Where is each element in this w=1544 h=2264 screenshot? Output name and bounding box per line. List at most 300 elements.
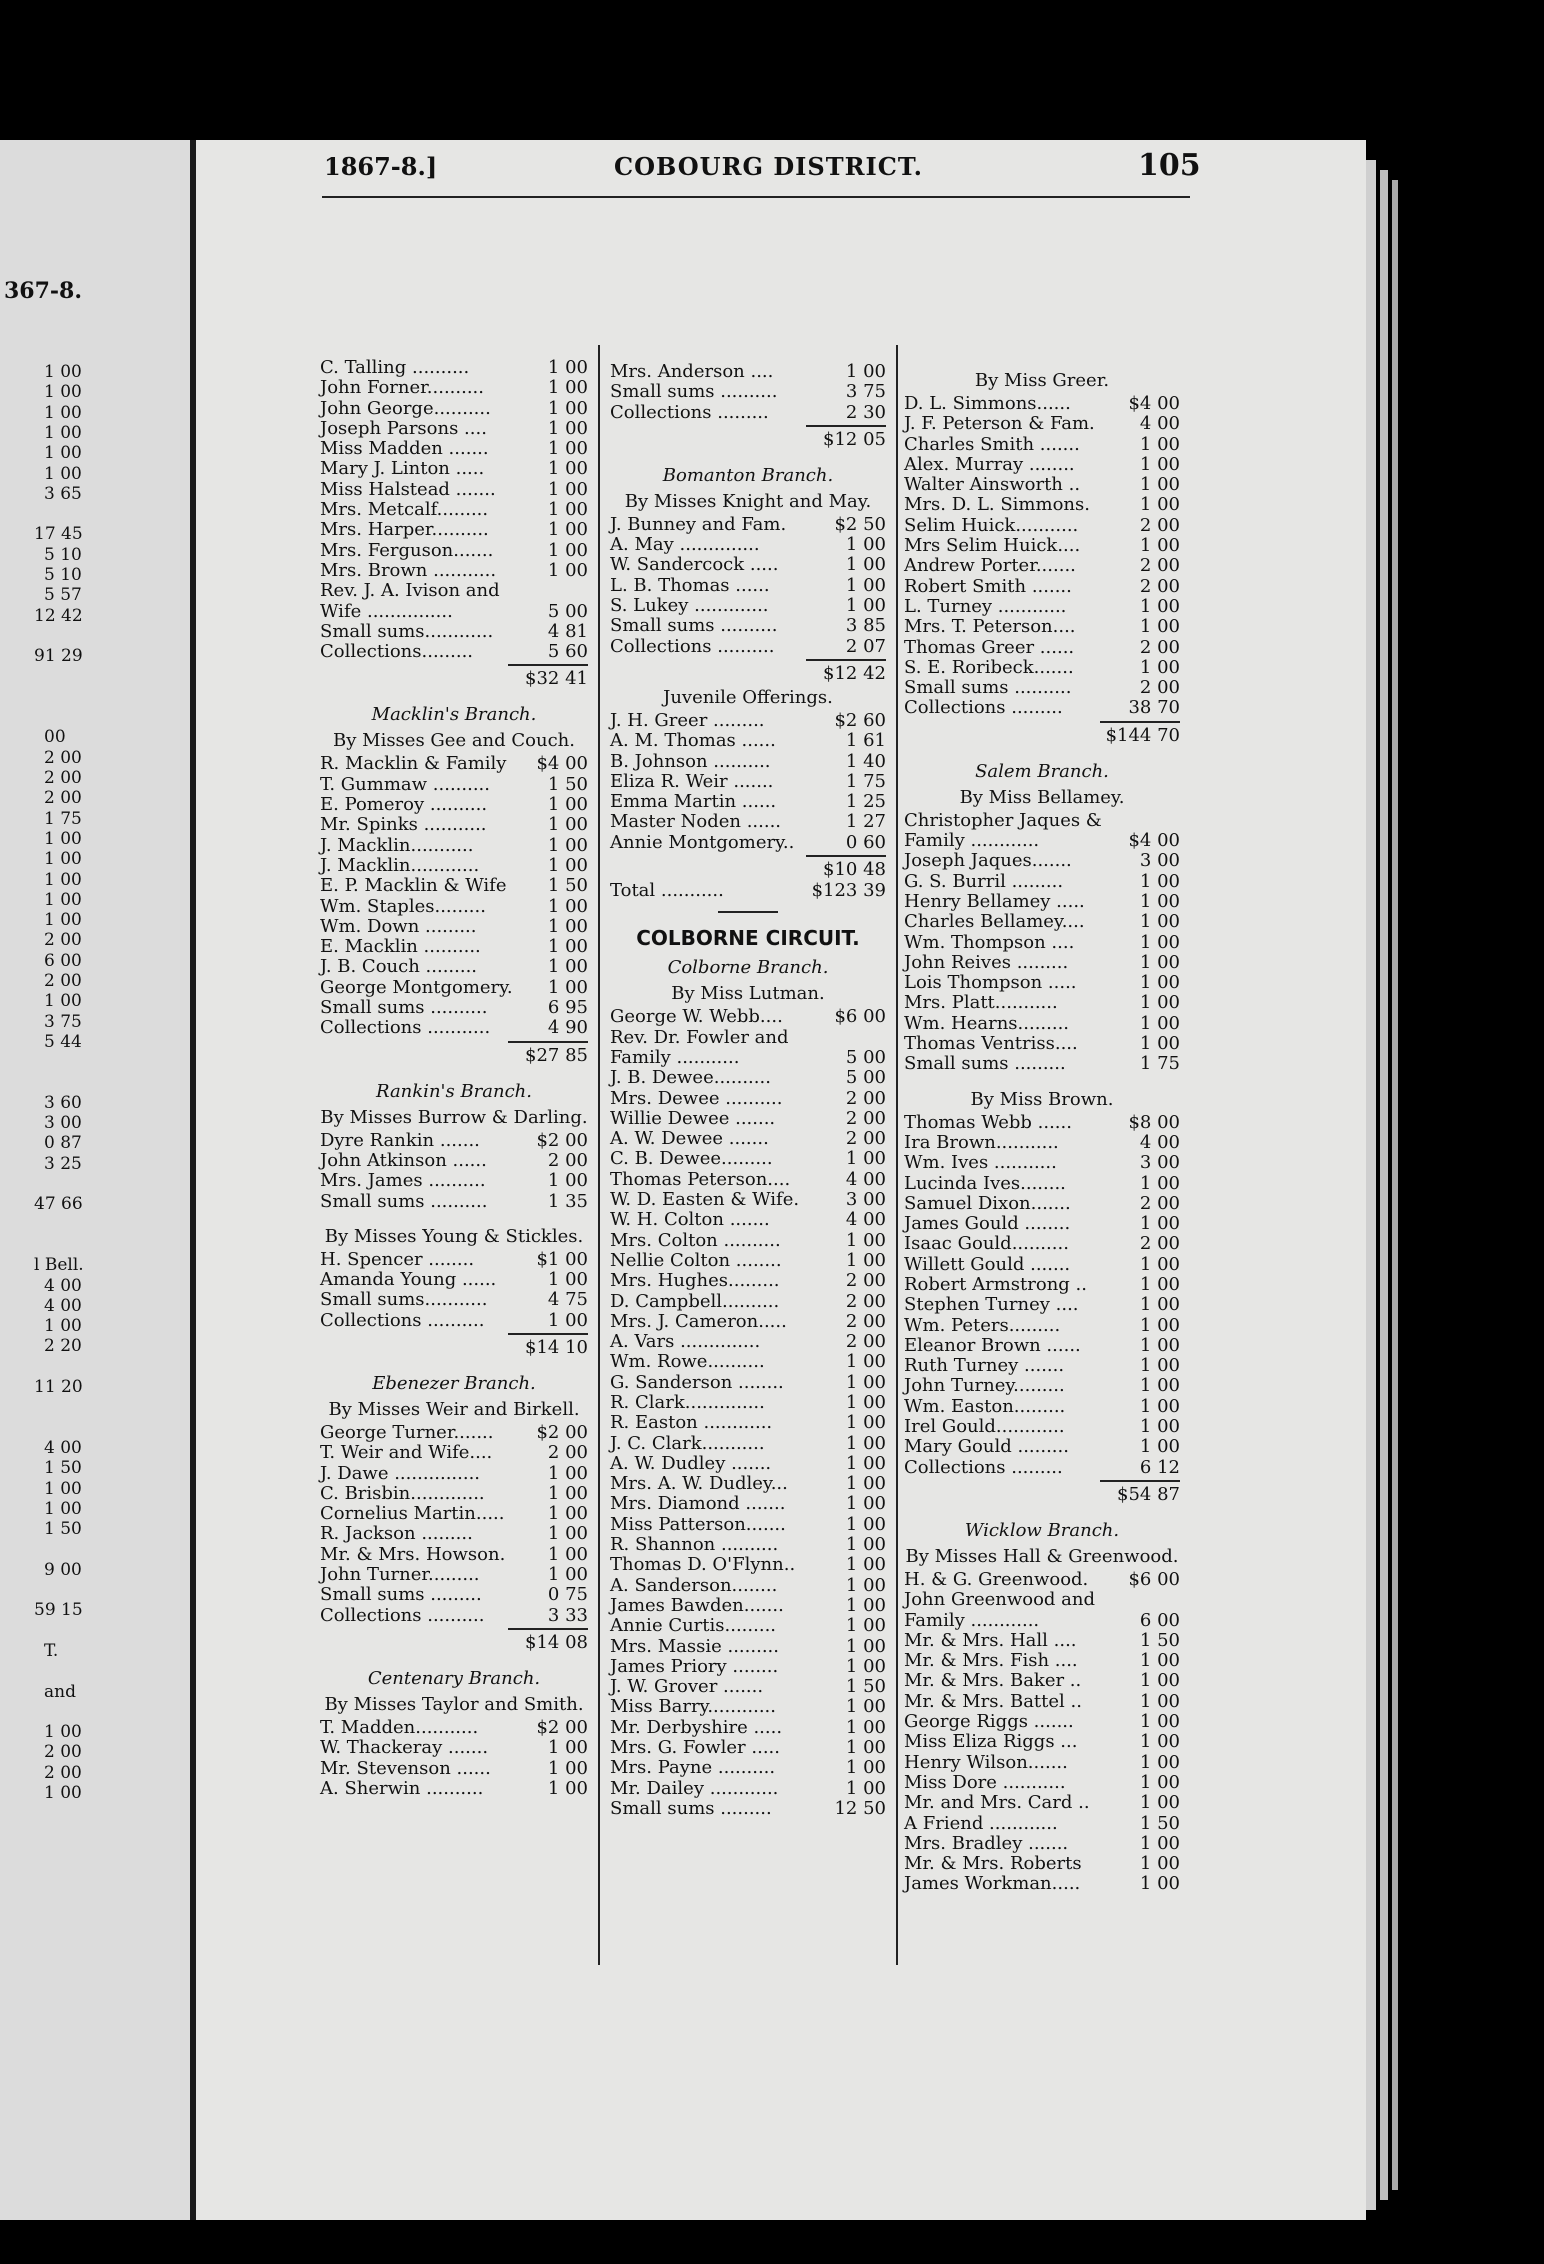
entry-name: Miss Eliza Riggs ... [904,1731,1078,1753]
entry-amount: 2 00 [1139,1233,1180,1255]
entry-name: Wm. Down ......... [320,915,477,937]
entry-name: Total ........... [610,880,724,902]
subtotal-rule [1100,721,1180,723]
page-edge [1392,180,1398,2190]
entry-name: H. Spencer ........ [320,1248,475,1270]
entry-name: Mrs. Hughes......... [610,1270,780,1292]
entry-amount: 1 75 [845,770,886,792]
entry-amount: $8 00 [1128,1111,1180,1133]
facing-page-amount: 1 50 [44,1519,82,1540]
entry-name: Collections .......... [320,1604,485,1626]
list-item [904,617,1180,637]
entry-amount: $6 00 [1128,1568,1180,1590]
list-item [610,1758,886,1778]
collector-heading: By Miss Brown. [970,1088,1114,1110]
list-item [610,1779,886,1799]
list-item [904,1854,1180,1874]
subtotal [320,662,588,690]
subtotal-rule [508,664,588,666]
list-item [610,1596,886,1616]
list-item [904,1712,1180,1732]
entry-amount: 1 00 [845,1696,886,1718]
entry-amount: 1 00 [1139,1273,1180,1295]
entry-name: Miss Patterson....... [610,1513,786,1535]
entry-amount: 1 00 [547,834,588,856]
entry-name: Mrs. Harper.......... [320,519,489,541]
column-rule [896,345,898,1965]
list-item [320,602,588,622]
entry-amount: 3 00 [1139,850,1180,872]
entry-amount: 1 00 [1139,1334,1180,1356]
list-item [610,1535,886,1555]
entry-name: Mrs. J. Cameron..... [610,1310,787,1332]
entry-amount: 1 25 [845,791,886,813]
entry-name: Mrs. Massie ......... [610,1635,779,1657]
entry-amount: 1 00 [1139,535,1180,557]
list-item [320,561,588,581]
entry-amount: 1 00 [547,1777,588,1799]
facing-page-amount: 1 00 [44,991,82,1012]
entry-name: Wm. Ives ........... [904,1152,1057,1174]
facing-page-amount: 0 87 [44,1133,82,1154]
list-item [320,419,588,439]
entry-name: R. Easton ............ [610,1412,773,1434]
collector-heading: By Miss Greer. [974,370,1110,391]
list-item [320,581,588,601]
entry-name: Ruth Turney ....... [904,1355,1065,1377]
entry-amount: $2 60 [834,709,886,731]
list-item [320,775,588,795]
facing-page-amount: 3 75 [44,1011,82,1032]
entry-name: Collections .......... [610,635,775,657]
entry-name: Irel Gould............ [904,1416,1065,1438]
list-item [610,1637,886,1657]
entry-name: Mrs. Bradley ....... [904,1832,1069,1854]
entry-amount: 1 40 [845,750,886,772]
entry-amount: 1 00 [845,534,886,556]
entry-name: Willie Dewee ....... [610,1107,776,1129]
facing-page-amount: 4 00 [44,1295,82,1316]
entry-amount: $2 00 [536,1716,588,1738]
collector-heading: By Misses Knight and May. [624,490,872,512]
list-item [610,1292,886,1312]
entry-name: Annie Curtis......... [610,1615,777,1637]
entry-amount: 1 00 [547,539,588,561]
entry-amount: 0 75 [547,1584,588,1606]
entry-name: Small sums .......... [904,677,1072,699]
column-1 [320,358,588,1799]
entry-name: Christopher Jaques & [904,809,1102,831]
entry-name: James Workman..... [904,1873,1081,1895]
entry-name: Mrs. James .......... [320,1170,486,1192]
list-item [904,851,1180,871]
facing-page-amount: 3 00 [44,1113,82,1134]
list-item [610,881,886,901]
entry-amount: $2 00 [536,1129,588,1151]
list-item [904,1034,1180,1054]
entry-name: A. Vars .............. [610,1331,761,1353]
entry-amount: 1 00 [547,478,588,500]
entry-name: Collections ........... [320,1017,491,1039]
entry-name: C. B. Dewee......... [610,1148,773,1170]
entry-name: Charles Smith ....... [904,433,1080,455]
list-item [610,1677,886,1697]
subtotal [904,719,1180,747]
list-item [320,998,588,1018]
entry-amount: 1 00 [845,1493,886,1515]
entry-name: Mrs. A. W. Dudley... [610,1473,788,1495]
entry-name: Mrs. Payne .......... [610,1757,776,1779]
list-item [320,897,588,917]
spacer [610,451,886,463]
entry-amount: 2 00 [845,1128,886,1150]
list-item [610,1434,886,1454]
entry-name: Family ............ [904,1609,1040,1631]
entry-name: Henry Wilson....... [904,1751,1068,1773]
facing-page-amount: 5 44 [44,1031,82,1052]
entry-amount: 1 00 [845,1148,886,1170]
list-item [610,1149,886,1169]
spacer [904,747,1180,759]
entry-name: R. Macklin & Family [320,753,507,775]
subtotal [610,853,886,881]
entry-name: E. Macklin .......... [320,936,481,958]
entry-amount: 1 00 [845,1737,886,1759]
entry-name: Collections ......... [904,697,1063,719]
entry-name: Selim Huick........... [904,514,1079,536]
facing-page-amount: 11 20 [34,1377,83,1397]
list-item [610,1332,886,1352]
list-item [320,1718,588,1738]
entry-name: Mrs Selim Huick.... [904,535,1081,557]
entry-amount: 1 00 [1139,1436,1180,1458]
subtotal [320,1626,588,1654]
list-item [904,435,1180,455]
entry-name: Eleanor Brown ...... [904,1334,1081,1356]
entry-amount: 2 00 [1139,514,1180,536]
list-item [320,1585,588,1605]
list-item [610,1413,886,1433]
list-item [904,1376,1180,1396]
entry-amount: 1 00 [547,519,588,541]
list-item [320,1484,588,1504]
facing-page-amount: 17 45 [34,524,83,545]
subtotal-amount: $12 42 [823,662,886,684]
facing-page-amount: 1 00 [44,869,82,890]
list-item [904,1611,1180,1631]
entry-name: Miss Dore ........... [904,1771,1066,1793]
facing-page-amount: 2 00 [44,747,82,768]
entry-name: Joseph Jaques....... [904,850,1072,872]
facing-page-amount: 9 00 [44,1559,82,1580]
list-item [610,555,886,575]
subtotal [320,1039,588,1067]
entry-amount: 1 00 [547,895,588,917]
entry-name: George Turner....... [320,1421,494,1443]
entry-name: Mr. & Mrs. Hall .... [904,1629,1077,1651]
entry-amount: 6 95 [547,997,588,1019]
entry-name: A. May .............. [610,534,760,556]
subtotal-rule [806,659,886,661]
entry-name: B. Johnson .......... [610,750,771,772]
entry-amount: $4 00 [536,753,588,775]
entry-name: Amanda Young ...... [320,1269,497,1291]
entry-name: A. Sanderson........ [610,1574,778,1596]
entry-name: Wm. Rowe.......... [610,1351,765,1373]
entry-name: J. Bunney and Fam. [610,513,787,535]
entry-name: Thomas D. O'Flynn.. [610,1554,796,1576]
circuit-heading: COLBORNE CIRCUIT. [636,926,860,951]
entry-amount: 1 00 [845,1371,886,1393]
entry-name: D. Campbell.......... [610,1290,780,1312]
facing-page-amount: 3 65 [44,483,82,504]
entry-amount: 38 70 [1128,697,1180,719]
list-item [904,1133,1180,1153]
list-item [610,812,886,832]
list-item [904,912,1180,932]
entry-amount: 1 00 [1139,1294,1180,1316]
list-item [904,1793,1180,1813]
list-item [610,616,886,636]
page-number: 105 [1138,148,1201,183]
entry-name: Dyre Rankin ....... [320,1129,480,1151]
facing-page-amount: 5 10 [44,544,82,565]
entry-amount: 1 00 [1139,1172,1180,1194]
entry-amount: 1 00 [1139,890,1180,912]
entry-amount: 1 00 [1139,433,1180,455]
entry-amount: 1 00 [547,1269,588,1291]
list-item [904,658,1180,678]
subtotal-amount: $14 10 [525,1336,588,1358]
entry-name: A Friend ............ [904,1812,1058,1834]
collector-heading: Juvenile Offerings. [663,686,833,708]
facing-page-amount: 6 00 [44,950,82,971]
entry-name: Cornelius Martin..... [320,1503,505,1525]
list-item [904,1397,1180,1417]
subtotal [610,657,886,685]
entry-name: Ira Brown........... [904,1131,1059,1153]
entry-amount: 1 00 [1139,1213,1180,1235]
entry-name: Mrs. Brown ........... [320,559,497,581]
entry-amount: 1 00 [845,595,886,617]
entry-amount: 1 00 [1139,1416,1180,1438]
list-item [320,1270,588,1290]
branch-heading: Macklin's Branch. [371,704,537,726]
entry-amount: 6 12 [1139,1456,1180,1478]
entry-name: D. L. Simmons...... [904,393,1071,414]
entry-name: George Montgomery. [320,976,513,998]
list-item [320,1018,588,1038]
list-item [904,1234,1180,1254]
facing-page-amount: 1 00 [44,1316,82,1337]
running-header-year: 1867-8.] [324,152,438,181]
entry-amount: 1 00 [1139,911,1180,933]
facing-page-amount: 59 15 [34,1600,83,1621]
entry-name: Wm. Hearns......... [904,1012,1070,1034]
entry-name: Mr. Stevenson ...... [320,1757,491,1779]
entry-name: Rev. J. A. Ivison and [320,580,500,602]
entry-name: Eliza R. Weir ....... [610,770,774,792]
list-item [904,1458,1180,1478]
list-item [904,577,1180,597]
entry-name: Miss Barry............ [610,1696,776,1718]
list-item [904,556,1180,576]
facing-page-amount: l Bell. [34,1255,84,1276]
subtotal-amount: $10 48 [823,859,886,881]
entry-amount: 1 00 [1139,494,1180,516]
list-item [610,637,886,657]
facing-page-amounts [0,140,190,2220]
entry-name: A. W. Dewee ....... [610,1128,769,1150]
facing-page-amount: 3 60 [44,1092,82,1113]
page-edge [1380,170,1388,2200]
entry-amount: 2 00 [1139,636,1180,658]
entry-name: Andrew Porter....... [904,555,1076,577]
entry-name: J. Macklin........... [320,834,474,856]
entry-name: Mrs. Dewee .......... [610,1087,783,1109]
entry-name: Willett Gould ....... [904,1253,1071,1275]
entry-name: Robert Armstrong .. [904,1273,1087,1295]
subtotal-amount: $32 41 [525,668,588,690]
entry-name: H. & G. Greenwood. [904,1568,1089,1590]
spacer [320,1212,588,1224]
list-item [610,1231,886,1251]
facing-page-amount: 1 00 [44,910,82,931]
facing-page-amount: 2 00 [44,971,82,991]
list-item [610,535,886,555]
list-item [320,1290,588,1310]
entry-name: Mrs. Anderson .... [610,361,774,382]
entry-amount: 2 00 [1139,677,1180,699]
branch-heading: Bomanton Branch. [662,464,834,486]
entry-name: A. Sherwin .......... [320,1777,484,1799]
facing-page-amount: 1 00 [44,1722,82,1743]
entry-amount: 4 90 [547,1017,588,1039]
entry-name: Wm. Peters......... [904,1314,1061,1336]
list-item [904,1570,1180,1590]
entry-name: Mrs. Colton .......... [610,1229,781,1251]
subtotal [904,1478,1180,1506]
entry-name: Joseph Parsons .... [320,417,487,439]
branch-heading: Wicklow Branch. [964,1519,1120,1541]
facing-page-amount: 47 66 [34,1194,83,1215]
entry-name: Mrs. D. L. Simmons. [904,494,1090,516]
list-item [904,495,1180,515]
list-item [904,1631,1180,1651]
list-item [610,382,886,402]
entry-amount: 1 00 [845,1473,886,1495]
list-item [610,1373,886,1393]
entry-amount: 1 00 [547,854,588,876]
facing-page-amount: 1 00 [44,382,82,403]
entry-name: J. C. Clark........... [610,1432,765,1454]
facing-page-amount: 00 [44,727,66,748]
list-item [904,1590,1180,1610]
entry-name: Miss Madden ....... [320,438,489,460]
list-item [320,795,588,815]
entry-name: Wife ............... [320,600,453,622]
entry-amount: 1 00 [845,554,886,576]
list-item [904,1054,1180,1074]
collector-heading: By Misses Hall & Greenwood. [905,1545,1179,1567]
entry-amount: 4 81 [547,620,588,642]
collector-heading: By Misses Burrow & Darling. [320,1106,588,1128]
entry-name: T. Weir and Wife.... [320,1442,493,1464]
header-rule [322,196,1190,198]
entry-name: Small sums .......... [610,381,778,403]
subtotal-rule [508,1041,588,1043]
entry-name: C. Talling .......... [320,357,470,378]
facing-page-header: 367-8. [4,278,83,304]
list-item [610,711,886,731]
facing-page-amount: 5 10 [44,565,82,585]
entry-amount: 1 50 [1139,1629,1180,1651]
list-item [904,1692,1180,1712]
spacer [320,1359,588,1371]
subtotal-amount: $27 85 [525,1044,588,1066]
entry-name: T. Gummaw .......... [320,773,490,795]
facing-page-amount: 4 00 [44,1275,82,1296]
entry-amount: 1 00 [547,794,588,816]
list-item [610,1576,886,1596]
list-item [610,1271,886,1291]
entry-name: John Forner.......... [320,377,484,399]
entry-amount: 1 00 [845,1412,886,1434]
entry-name: Small sums ......... [610,1797,772,1819]
list-item [904,394,1180,414]
entry-amount: 1 35 [547,1190,588,1212]
list-item [904,1275,1180,1295]
list-item [610,1718,886,1738]
entry-amount: 1 00 [547,559,588,581]
list-item [904,1113,1180,1133]
column-2 [610,362,886,1819]
entry-name: Mr. & Mrs. Baker .. [904,1670,1082,1692]
facing-page-amount: 2 00 [44,788,82,809]
entry-amount: 1 00 [547,357,588,378]
entry-name: Walter Ainsworth .. [904,474,1081,496]
list-item [320,642,588,662]
entry-amount: 1 00 [845,1432,886,1454]
list-item [904,1194,1180,1214]
list-item [904,1316,1180,1336]
entry-amount: 3 00 [1139,1152,1180,1174]
entry-name: Family ............ [904,830,1040,852]
entry-amount: 2 30 [845,401,886,423]
entry-name: W. Thackeray ....... [320,1737,489,1759]
subtotal [610,423,886,451]
entry-amount: 5 00 [845,1046,886,1068]
entry-name: John Reives ......... [904,951,1069,973]
entry-name: W. Sandercock ..... [610,554,779,576]
entry-name: Emma Martin ...... [610,791,777,813]
entry-amount: 1 00 [547,458,588,480]
entry-amount: 1 00 [547,377,588,399]
entry-amount: $1 00 [536,1248,588,1270]
entry-amount: 1 00 [1139,616,1180,638]
list-item [610,1352,886,1372]
entry-amount: 1 00 [547,1309,588,1331]
list-item [610,1312,886,1332]
list-item [904,1651,1180,1671]
entry-amount: 1 00 [1139,1832,1180,1854]
entry-name: J. B. Couch ......... [320,956,478,978]
entry-name: Wm. Thompson .... [904,931,1075,953]
list-item [610,1129,886,1149]
subtotal-amount: $14 08 [525,1631,588,1653]
entry-amount: 1 61 [845,730,886,752]
entry-amount: 1 00 [845,1351,886,1373]
